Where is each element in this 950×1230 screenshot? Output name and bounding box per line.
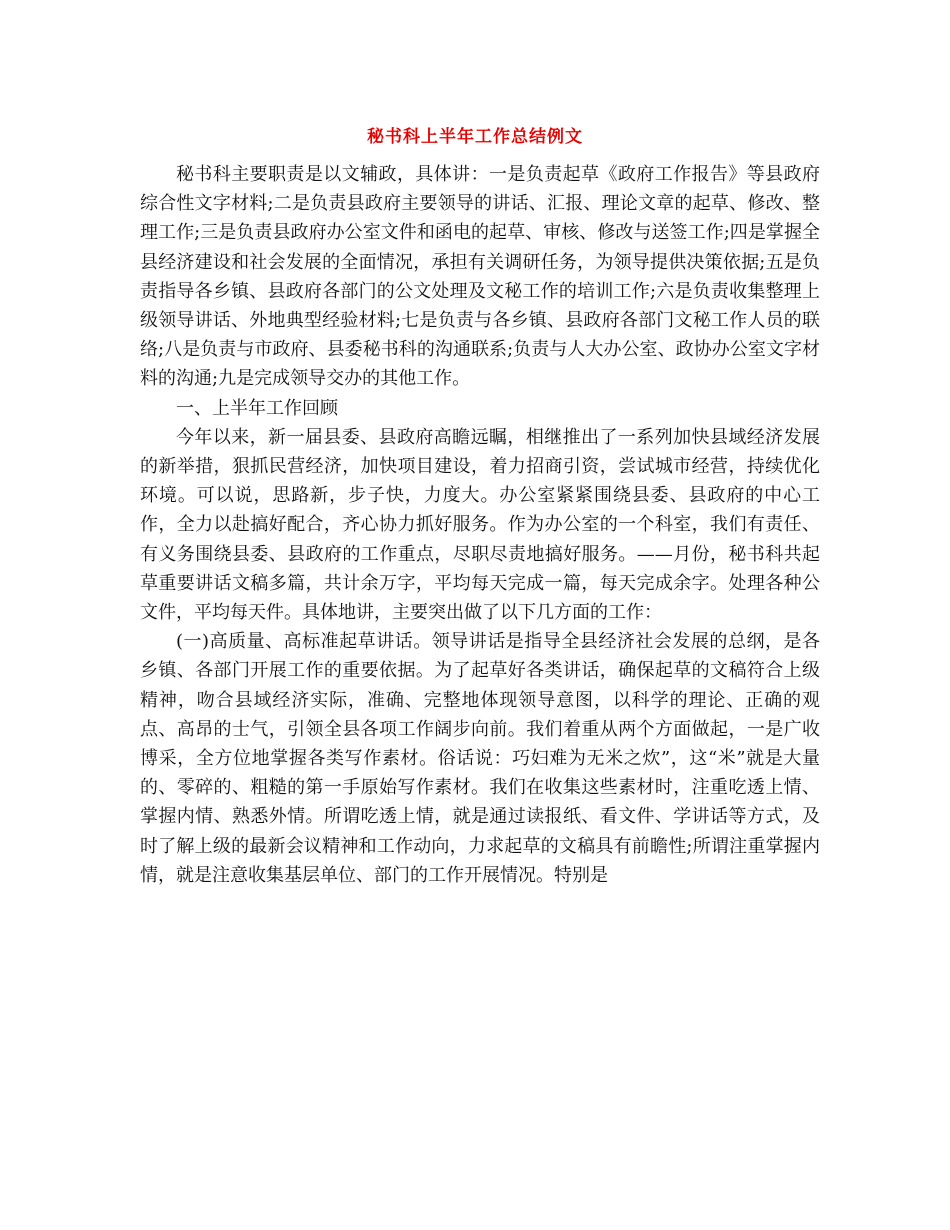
paragraph-overview: 今年以来，新一届县委、县政府高瞻远瞩，相继推出了一系列加快县域经济发展的新举措，狠抓民营经济，加快项目建设，着力招商引资，尝试城市经营，持续优化环境。可以说，思路新，步子快，力度大。办公室紧紧围绕县委、县政府的中心工作，全力以赴搞好配合，齐心协力抓好服务。作为办公室的一个科室，我们有责任、有义务围绕县委、县政府的工作重点，尽职尽责地搞好服务。——月份，秘书科共起草重要讲话文稿多篇，共计余万字，平均每天完成一篇，每天完成余字。处理各种公文件，平均每天件。具体地讲，主要突出做了以下几方面的工作： <box>140 426 820 624</box>
document-title: 秘书科上半年工作总结例文 <box>367 127 583 147</box>
section-heading-review: 一、上半年工作回顾 <box>176 397 338 419</box>
document-body <box>140 160 820 890</box>
paragraph-duties: 秘书科主要职责是以文辅政，具体讲：一是负责起草《政府工作报告》等县政府综合性文字材料;二是负责县政府主要领导的讲话、汇报、理论文章的起草、修改、整理工作;三是负责县政府办公室文件和函电的起草、审核、修改与送签工作;四是掌握全县经济建设和社会发展的全面情况，承担有关调研任务，为领导提供决策依据;五是负责指导各乡镇、县政府各部门的公文处理及文秘工作的培训工作;六是负责收集整理上级领导讲话、外地典型经验材料;七是负责与各乡镇、县政府各部门文秘工作人员的联络;八是负责与市政府、县委秘书科的沟通联系;负责与人大办公室、政协办公室文字材料的沟通;九是完成领导交办的其他工作。 <box>140 164 820 390</box>
paragraph-drafting-speeches: (一)高质量、高标准起草讲话。领导讲话是指导全县经济社会发展的总纲，是各乡镇、各部门开展工作的重要依据。为了起草好各类讲话，确保起草的文稿符合上级精神，吻合县域经济实际，准确、完整地体现领导意图，以科学的理论、正确的观点、高昂的士气，引领全县各项工作阔步向前。我们着重从两个方面做起，一是广收博采，全方位地掌握各类写作素材。俗话说：巧妇难为无米之炊”，这“米”就是大量的、零碎的、粗糙的第一手原始写作素材。我们在收集这些素材时，注重吃透上情、掌握内情、熟悉外情。所谓吃透上情，就是通过读报纸、看文件、学讲话等方式，及时了解上级的最新会议精神和工作动向，力求起草的文稿具有前瞻性;所谓注重掌握内情，就是注意收集基层单位、部门的工作开展情况。特别是 <box>140 631 820 886</box>
